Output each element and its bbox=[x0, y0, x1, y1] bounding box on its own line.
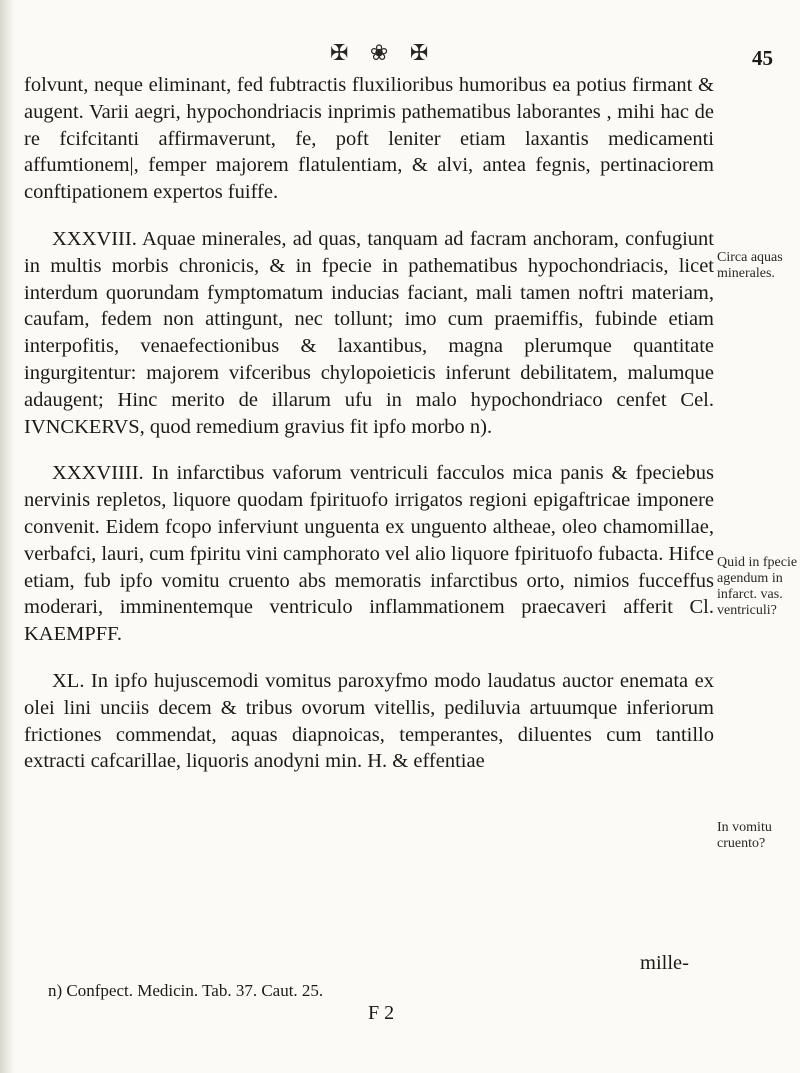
header-ornament: ✠ ❀ ✠ bbox=[330, 40, 437, 65]
page-header bbox=[0, 40, 800, 70]
paragraph-xxxviii: XXXVIII. Aquae minerales, ad quas, tanquam ad facram anchoram, confugiunt in multis morbis chronicis, & in fpecie in pathematibus hypochondriacis, licet interdum quorundam fymptomatum inducias faciant, mali tamen noftri materiam, caufam, fedem non attingunt, nec tollunt; imo cum praemiffis, fubinde etiam interpofitis, venaefectionibus & laxantibus, magna plerumque quantitate ingurgitentur: majorem vifceribus chylopoieticis inferunt debilitatem, malumque adaugent; Hinc merito de illarum ufu in malo hypochondriaco cenfet Cel. IVNCKERVS, quod remedium gravius fit ipfo morbo n). bbox=[24, 227, 714, 438]
catchword: mille- bbox=[640, 952, 689, 974]
margin-note-infarctus: Quid in fpecie agendum in infarct. vas. ventriculi? bbox=[717, 555, 798, 618]
binding-shadow bbox=[0, 0, 14, 1073]
margin-note-vomitus: In vomitu cruento? bbox=[717, 820, 772, 851]
paragraph-xl: XL. In ipfo hujuscemodi vomitus paroxyfmo modo laudatus auctor enemata ex olei lini unciis decem & tribus ovorum vitellis, pediluvia artuumque inferiorum frictiones commendat, aquas diapnoicas, temperantes, diluentes cum tantillo extracti cafcarillae, liquoris anodyni min. H. & effentiae bbox=[24, 669, 714, 773]
footnote: n) Confpect. Medicin. Tab. 37. Caut. 25. bbox=[48, 981, 324, 1000]
page-number: 45 bbox=[752, 46, 773, 70]
paragraph-continuation: folvunt, neque eliminant, fed fubtractis fluxilioribus humoribus ea potius firmant & augent. Varii aegri, hypochondriacis inprimis pathematibus laborantes , mihi hac de re fcifcitanti affirmaverunt, fe, poft leniter etiam laxantis medicamenti affumtionem|, femper majorem flatulentiam, & alvi, antea fegnis, pertinaciorem conftipationem expertos fuiffe. bbox=[24, 74, 714, 204]
paragraph-xxxviiii: XXXVIIII. In infarctibus vaforum ventriculi facculos mica panis & fpeciebus nervinis repletos, liquore quodam fpirituofo irrigatos regioni epigaftricae imponere convenit. Eidem fcopo inferviunt unguenta ex unguento altheae, oleo chamomillae, verbafci, lauri, cum fpiritu vini camphorato vel alio liquore fpirituofo fubacta. Hifce etiam, fub ipfo vomitu cruento abs memoratis infarctibus orto, nimios fucceffus moderari, imminentemque ventriculo inflammationem praecaveri afferit Cl. KAEMPFF. bbox=[24, 462, 714, 646]
signature-mark: F 2 bbox=[368, 1002, 395, 1024]
margin-note-aquae: Circa aquas minerales. bbox=[717, 250, 783, 281]
main-text bbox=[24, 72, 714, 775]
